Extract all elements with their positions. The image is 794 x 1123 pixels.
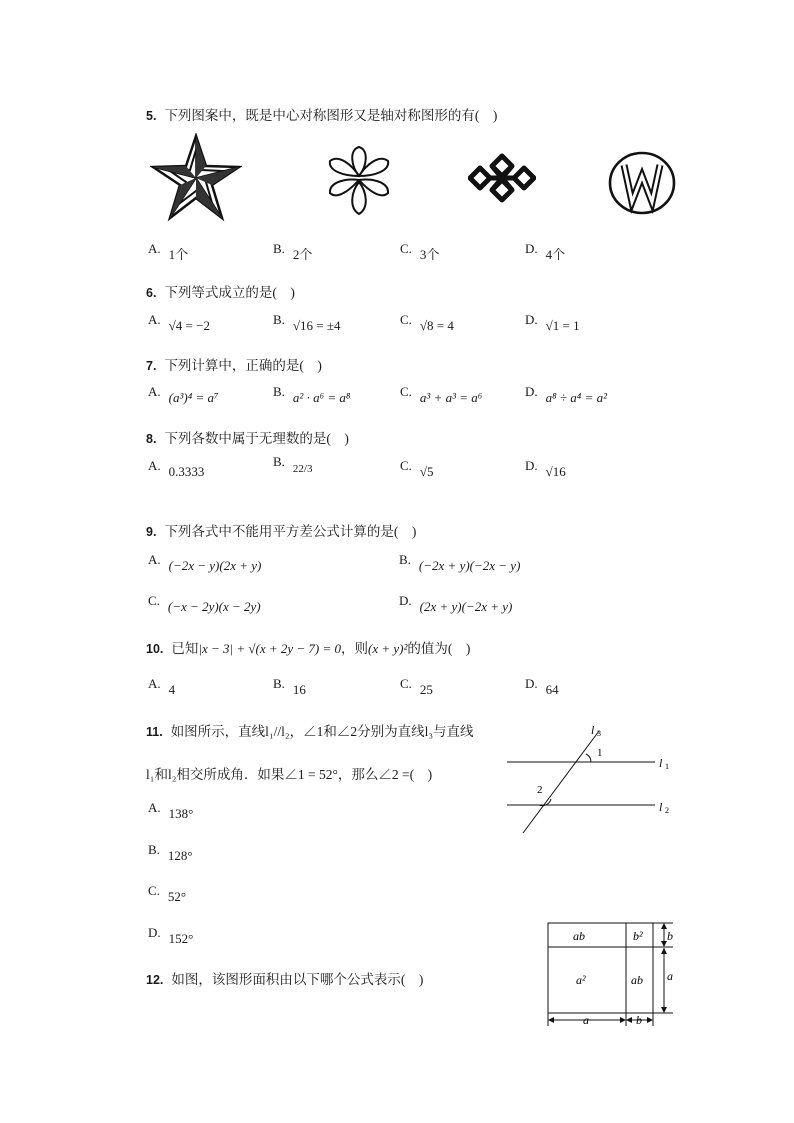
a-squared-label: a²: [576, 973, 586, 987]
question-text: 下列各式中不能用平方差公式计算的是( ): [164, 524, 417, 539]
q6-option-d[interactable]: D. √1 = 1: [525, 312, 580, 333]
question-number: 11.: [146, 725, 163, 739]
question-number: 7.: [146, 359, 157, 373]
q8-option-d[interactable]: D. √16: [525, 458, 566, 479]
q9-option-a[interactable]: A. (−2x − y)(2x + y): [148, 552, 262, 573]
question-number: 5.: [146, 109, 157, 123]
question-text: 下列图案中，既是中心对称图形又是轴对称图形的有( ): [164, 108, 498, 123]
q8-option-a[interactable]: A. 0.3333: [148, 458, 205, 479]
q10-option-b[interactable]: B. 16: [273, 676, 306, 697]
q7-option-d[interactable]: D. a⁸ ÷ a⁴ = a²: [525, 384, 607, 405]
q7-option-b[interactable]: B. a² · a⁶ = a⁸: [273, 384, 351, 405]
q11-option-c[interactable]: C. 52°: [148, 883, 187, 904]
question-text: 如图，该图形面积由以下哪个公式表示( ): [171, 972, 424, 987]
ab-right-label: ab: [631, 973, 643, 987]
question-number: 9.: [146, 525, 157, 539]
q11-option-a[interactable]: A. 138°: [148, 800, 194, 821]
svg-text:3: 3: [597, 729, 601, 738]
dim-b-right: b: [667, 929, 673, 943]
svg-text:1: 1: [665, 762, 669, 771]
q7-option-c[interactable]: C. a³ + a³ = a⁶: [400, 384, 483, 405]
b-squared-label: b²: [633, 929, 643, 943]
dim-a-bottom: a: [583, 1013, 589, 1027]
question-8: [146, 427, 349, 447]
question-12: [146, 968, 423, 988]
q5-option-c[interactable]: C. 3个: [400, 241, 440, 262]
q6-option-a[interactable]: A. √4 = −2: [148, 312, 210, 333]
q7-option-a[interactable]: A. (a³)⁴ = a⁷: [148, 384, 219, 405]
star-icon: [150, 133, 242, 223]
angle-1-label: 1: [597, 747, 603, 759]
question-5: [146, 104, 497, 124]
question-number: 12.: [146, 973, 164, 987]
parallel-lines-figure: [503, 721, 683, 839]
area-diagram-figure: [543, 920, 683, 1030]
l1-label: l: [659, 756, 663, 770]
dim-b-bottom: b: [636, 1013, 642, 1027]
svg-text:2: 2: [665, 806, 669, 815]
q11-option-d[interactable]: D. 152°: [148, 925, 194, 946]
question-number: 8.: [146, 432, 157, 446]
q11-option-b[interactable]: B. 128°: [148, 842, 193, 863]
question-11-line-2: l₁和l₂相交所成角．如果∠1 = 52°，那么∠2 =( ): [146, 767, 433, 782]
flower-icon: [316, 142, 402, 220]
question-text-line-1: 如图所示，直线l₁//l₂，∠1和∠2分别为直线l₃与直线: [170, 724, 474, 739]
q6-option-b[interactable]: B. √16 = ±4: [273, 312, 341, 333]
q9-option-c[interactable]: C. (−x − 2y)(x − 2y): [148, 593, 261, 614]
question-7: [146, 354, 322, 374]
question-9: [146, 520, 416, 540]
condition-equation: |x − 3| + √(x + 2y − 7) = 0: [198, 641, 342, 656]
ab-top-label: ab: [573, 929, 585, 943]
question-6: [146, 281, 295, 301]
q8-option-b[interactable]: B. 22/3: [273, 454, 313, 475]
q10-option-d[interactable]: D. 64: [525, 676, 559, 697]
q10-option-c[interactable]: C. 25: [400, 676, 433, 697]
w-logo-icon: [607, 150, 677, 216]
q5-option-a[interactable]: A. 1个: [148, 241, 189, 262]
question-text: 下列计算中，正确的是( ): [164, 358, 322, 373]
dim-a-right: a: [667, 969, 673, 983]
question-10: 10. 已知|x − 3| + √(x + 2y − 7) = 0，则(x + y)²的值为( ): [146, 641, 471, 656]
q9-option-d[interactable]: D. (2x + y)(−2x + y): [399, 593, 513, 614]
angle-2-label: 2: [537, 784, 543, 796]
q8-option-c[interactable]: C. √5: [400, 458, 434, 479]
q10-option-a[interactable]: A. 4: [148, 676, 176, 697]
q5-option-d[interactable]: D. 4个: [525, 241, 566, 262]
question-text: 下列各数中属于无理数的是( ): [164, 431, 349, 446]
question-text: 下列等式成立的是( ): [164, 285, 295, 300]
l2-label: l: [659, 800, 663, 814]
question-number: 10.: [146, 642, 164, 656]
question-11: [146, 720, 474, 740]
q9-option-b[interactable]: B. (−2x + y)(−2x − y): [399, 552, 521, 573]
q5-option-b[interactable]: B. 2个: [273, 241, 313, 262]
l3-label: l: [591, 723, 595, 737]
target-expression: (x + y)²: [368, 641, 408, 656]
question-number: 6.: [146, 286, 157, 300]
q6-option-c[interactable]: C. √8 = 4: [400, 312, 454, 333]
knot-icon: [468, 152, 536, 204]
